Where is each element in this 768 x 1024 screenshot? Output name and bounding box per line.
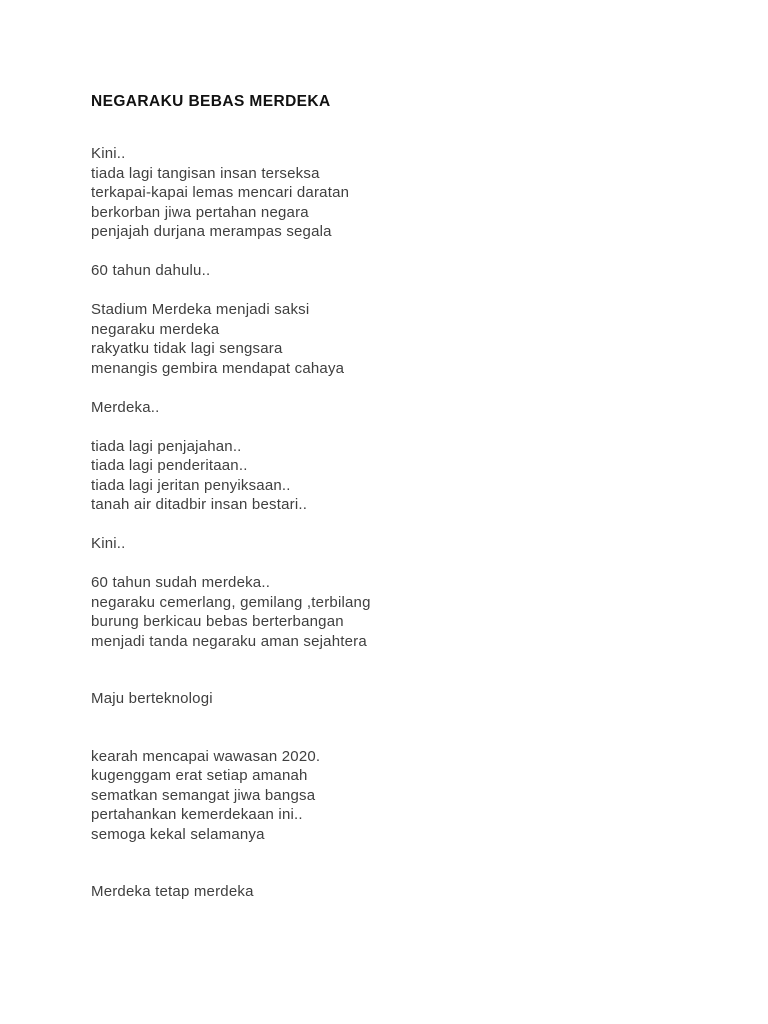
poem-stanza-10: [91, 882, 708, 902]
poem-line: sematkan semangat jiwa bangsa: [91, 786, 316, 804]
poem-line: Kini..: [91, 145, 126, 162]
poem-line: menjadi tanda negaraku aman sejahtera: [91, 632, 367, 650]
poem-stanza-9: [91, 747, 708, 845]
poem-line: Stadium Merdeka menjadi saksi: [91, 301, 310, 318]
poem-line: penjajah durjana merampas segala: [91, 223, 332, 240]
poem-stanza-3: [91, 300, 708, 378]
poem-line: tiada lagi tangisan insan terseksa: [91, 164, 320, 182]
poem-line: tiada lagi penjajahan..: [91, 437, 242, 455]
poem-line: Maju berteknologi: [91, 690, 213, 707]
poem-title: NEGARAKU BEBAS MERDEKA: [91, 93, 331, 110]
poem-stanza-8: [91, 689, 708, 709]
poem-line: tiada lagi penderitaan..: [91, 457, 248, 474]
poem-line: negaraku cemerlang, gemilang ,terbilang: [91, 593, 371, 611]
poem-stanza-7: [91, 573, 708, 651]
poem-line: semoga kekal selamanya: [91, 825, 265, 843]
poem-line: Merdeka..: [91, 398, 160, 416]
poem-line: berkorban jiwa pertahan negara: [91, 203, 309, 221]
poem-line: tiada lagi jeritan penyiksaan..: [91, 476, 291, 494]
poem-stanza-2: [91, 261, 708, 281]
poem-line: menangis gembira mendapat cahaya: [91, 359, 345, 377]
poem-line: negaraku merdeka: [91, 320, 220, 338]
poem-line: tanah air ditadbir insan bestari..: [91, 496, 308, 513]
poem-stanza-5: [91, 437, 708, 515]
poem-line: burung berkicau bebas berterbangan: [91, 613, 344, 630]
poem-line: 60 tahun dahulu..: [91, 262, 211, 279]
poem-stanza-6: [91, 534, 708, 554]
poem-line: pertahankan kemerdekaan ini..: [91, 806, 303, 823]
poem-line: 60 tahun sudah merdeka..: [91, 574, 271, 591]
poem-line: Merdeka tetap merdeka: [91, 883, 254, 900]
poem-line: kugenggam erat setiap amanah: [91, 767, 308, 784]
poem-line: Kini..: [91, 535, 126, 552]
poem-line: rakyatku tidak lagi sengsara: [91, 340, 283, 357]
poem-line: kearah mencapai wawasan 2020.: [91, 747, 321, 765]
poem-stanza-1: [91, 144, 708, 242]
poem-stanza-4: [91, 398, 708, 418]
poem-line: terkapai-kapai lemas mencari daratan: [91, 184, 350, 201]
